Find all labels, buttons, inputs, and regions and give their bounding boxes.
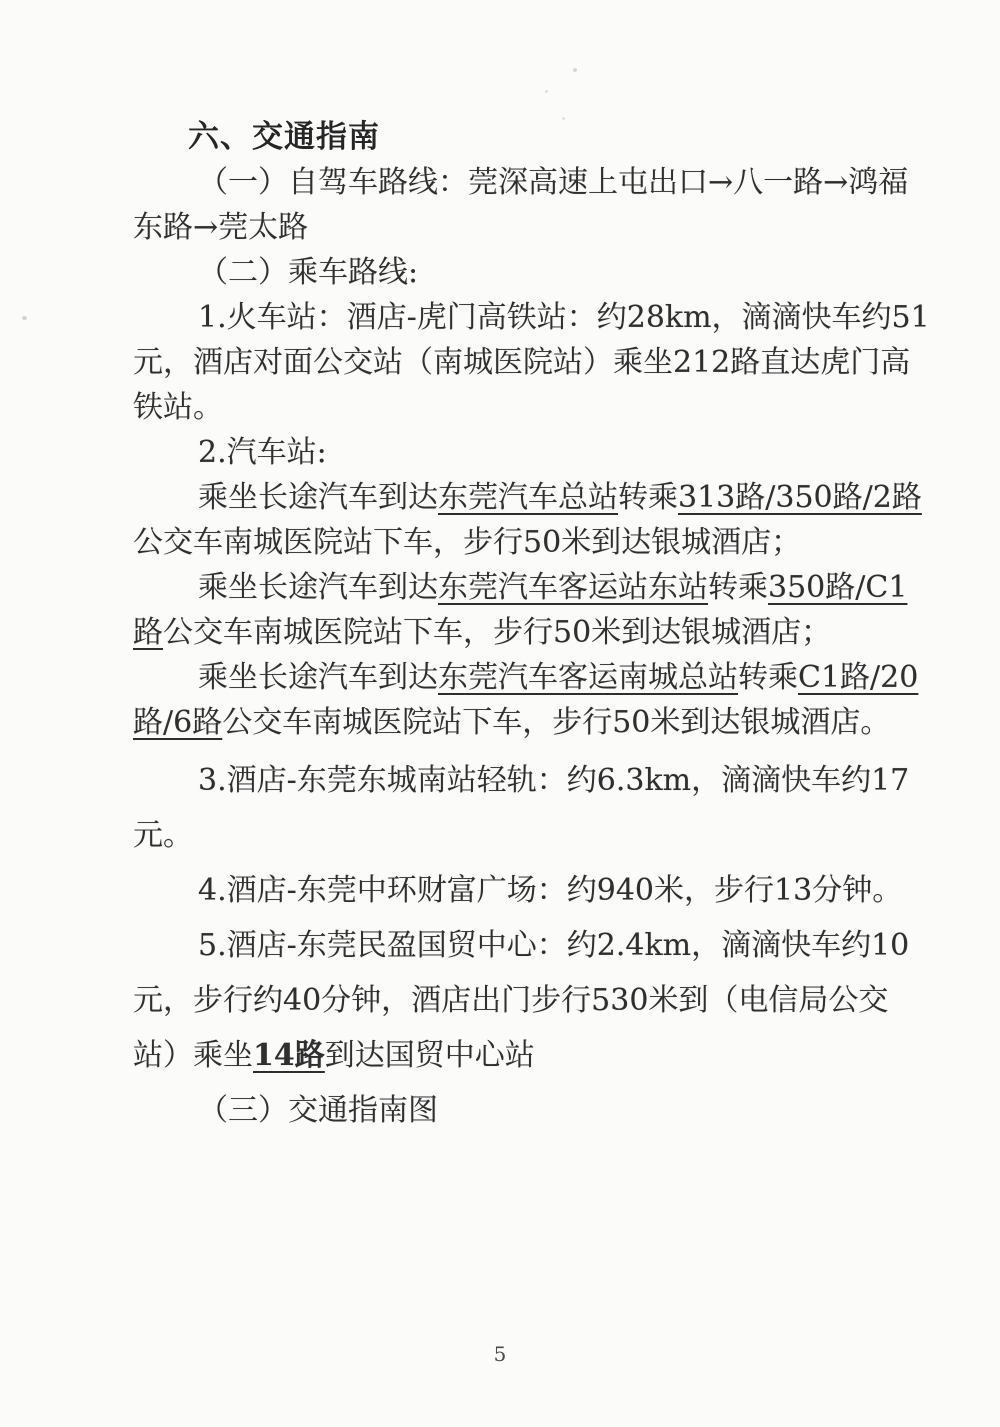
section-lower: [133, 753, 910, 1138]
text-line: [133, 385, 878, 430]
text-line: [133, 520, 878, 565]
scan-speck: [22, 316, 27, 320]
text-line: [133, 160, 909, 205]
text-line: [133, 1028, 878, 1083]
text-segment: 公交车南城医院站下车，步行50米到达银城酒店。: [222, 705, 891, 740]
text-line: [133, 250, 878, 295]
text-segment: 转乘: [708, 570, 768, 605]
scan-speck: [573, 68, 577, 72]
text-line: [133, 918, 910, 973]
page-number: 5: [493, 1342, 507, 1366]
document-content: [133, 115, 930, 1138]
text-line: [133, 340, 911, 385]
text-segment: 铁站。: [133, 390, 223, 425]
underlined-text: 东莞汽车总站: [438, 480, 618, 515]
underlined-text: 路/6路: [133, 705, 223, 740]
text-line: [133, 808, 878, 863]
section-upper: [133, 160, 930, 745]
underlined-text: C1路/20: [798, 660, 919, 695]
text-line: [133, 1083, 878, 1138]
text-segment: 转乘: [738, 660, 798, 695]
text-segment: （三）交通指南图: [198, 1093, 438, 1128]
text-line: [133, 753, 910, 808]
text-segment: 转乘: [618, 480, 678, 515]
text-segment: 到达国贸中心站: [324, 1038, 535, 1073]
text-segment: 元。: [133, 818, 193, 853]
text-segment: 4.酒店-东莞中环财富广场：约940米，步行13分钟。: [198, 873, 903, 908]
text-segment: 5.酒店-东莞民盈国贸中心：约2.4km，滴滴快车约10: [198, 928, 910, 963]
text-segment: 公交车南城医院站下车，步行50米到达银城酒店；: [163, 615, 832, 650]
text-segment: 东路→莞太路: [133, 210, 309, 245]
scan-speck: [562, 117, 565, 120]
section-heading: 六、交通指南: [188, 119, 380, 155]
text-line: [133, 295, 930, 340]
underlined-text: 路: [133, 615, 163, 650]
text-segment: （一）自驾车路线：莞深高速上屯出口→八一路→鸿福: [198, 165, 909, 200]
text-line: [133, 700, 891, 745]
text-line: [133, 655, 919, 700]
text-line: [133, 565, 908, 610]
text-line: [133, 430, 878, 475]
text-segment: （二）乘车路线:: [198, 255, 419, 290]
underlined-text: 14路: [253, 1038, 325, 1073]
text-segment: 站）乘坐: [133, 1038, 253, 1073]
text-segment: 元，步行约40分钟，酒店出门步行530米到（电信局公交: [133, 983, 889, 1018]
text-segment: 乘坐长途汽车到达: [198, 480, 438, 515]
text-line: [133, 863, 903, 918]
underlined-text: 313路/350路/2路: [678, 480, 922, 515]
text-segment: 3.酒店-东莞东城南站轻轨：约6.3km，滴滴快车约17: [198, 763, 910, 798]
text-segment: 乘坐长途汽车到达: [198, 570, 438, 605]
text-line: [133, 610, 878, 655]
text-segment: 2.汽车站:: [198, 435, 327, 470]
text-line: [133, 973, 889, 1028]
document-body: [133, 160, 930, 1138]
text-segment: 元，酒店对面公交站（南城医院站）乘坐212路直达虎门高: [133, 345, 911, 380]
text-line: [133, 205, 878, 250]
text-line: [133, 475, 922, 520]
text-segment: 公交车南城医院站下车，步行50米到达银城酒店；: [133, 525, 802, 560]
underlined-text: 东莞汽车客运站东站: [438, 570, 708, 605]
text-segment: 乘坐长途汽车到达: [198, 660, 438, 695]
underlined-text: 350路/C1: [768, 570, 908, 605]
underlined-text: 东莞汽车客运南城总站: [438, 660, 738, 695]
text-segment: 1.火车站：酒店-虎门高铁站：约28km，滴滴快车约51: [198, 300, 930, 335]
scan-speck: [545, 90, 548, 93]
